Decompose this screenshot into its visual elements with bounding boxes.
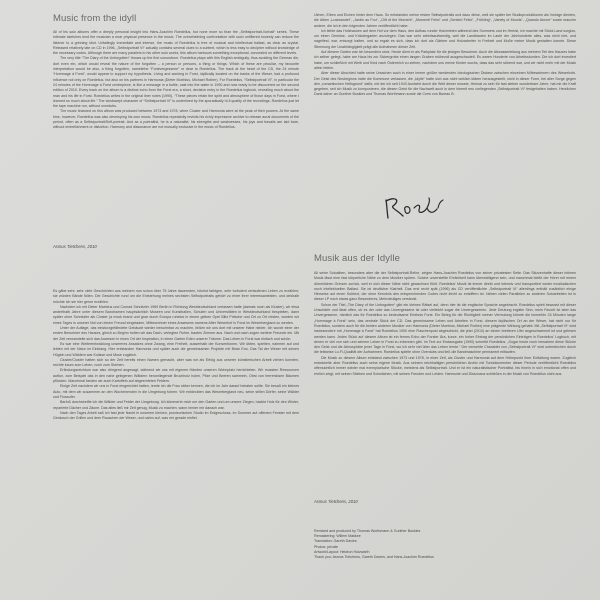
english-essay [53,30,299,246]
english-paragraph: The music featured on this album was produced between 1973 and 1978, when Cluster and Harmonia were at the peak of their powers. At the same time, however, Roedelius was also developing his own music. Roedelius repeatedly revisits his richly impressive archive to release aural documents of the period, often as a Selbstportrait/Self-portrait. And as a portraitist, he is a naturalist; his strengths and weaknesses, his joys and travails are laid bare, without embellishment or distortion. Harmony and dissonance are not mutually exclusive in the music of Roedelius. [53,109,299,130]
german-paragraph: Schon der Titel „The Diary of the Unforgotten“ gibt ein kleines Rätsel auf, denn hier ist die englische Sprache angebracht. Roedelius spielt bewusst mit dieser Unschärfe und lässt offen, ob es der oder das Unvergessene ist oder vielleicht sogar die Unvergessenen. Jede Deutung ergäbe Sinn, mein Favorit ist aber das Unvergessene, nämlich das für Roedelius so bedeutsame Erlebnis Forst. Ein Beleg für die Richtigkeit meiner Vermutung könnte die immerhin 24 Minuten lange „Hommage à Forst“ sein, das zentrale Stück der CD. Das gemeinsame Leben und Arbeiten in Forst, diesem idyllischen Ort an der Weser, hat nicht nur für Roedelius, sondern auch für die beiden anderen Musiker von Harmonia (Dieter Moebius, Michael Rother) eine prägende Wirkung gehabt. Mit „Selbstportrait VI“ wird insbesondere mit „Hommage à Forst“ hat Roedelius 1990 eine Flaschenpost abgeschickt, die jetzt (2010) an einem breiteren Ufer angeschwemmt ist und gelesen werden kann. Jedes Stück auf diesem Album ist ein fernes Echo der Forster Ära, kurze, ein hoher Eintrag der persönlichen Einträgen in Roedelius’ Logbuch, mit denen er viel von sich und seinem Leben in Forst zu erkennen gibt. Im Text zur Erstausgabe (1990) schreibt Roedelius: „Sogar heute noch bewahren diese Stücke den Geist und die Atmosphäre jener Tage in Forst, wo ich sehr viel über das Leben lernte.“ Der verwehte Charakter von „Selbstportrait VI“ wird unterstrichen durch die teilweise Lo-Fi-Qualität der Aufnahmen. Roedelius spielte ohne Overdubs und ließ die Bandmaschine permanent mitlaufen. [314,302,576,355]
memoir-paragraph: Es gäbe sehr, sehr viele Geschichten aus meinem nun schon über 75 Jahre dauernden, höchst farbigen, sehr turbulent verlaufenen Leben zu erzählen; sie würden Bände füllen. Die Geschichte rund um die Entstehung meines sechsten Selbstportraits gehört zu einer ihrer interessantesten, und deshalb möchte ich sie hier gerne erzählen. [53,289,299,304]
credit-line: Remixed and produced by Thomas Worthmann & Gunther Buskies [314,529,421,533]
german-memoir-continued [314,13,576,181]
memoir-paragraph: Nach den Tages Arbeit saß ich fast jede Nacht in unserem kleinen, provisorischen Studio im Erdgeschoss, im Sommer auf offenem Fenster mit dem Geräusch der Grillen und dem Rauschen der Weser, und nahm auf, was mir gerade einfiel. [53,410,299,421]
memoir-paragraph: Erfindungsreichtum war also dringend angesagt, während wir uns mit eigenen Händen unseren Wohnplatz herrichteten. Wir mussten Ressourcen auftun, zum Beispiel das in den nahe gelegenen Wäldern herumliegende Bruchholz holen, Pilze und Beeren sammeln, Obst von herrenlosen Bäumen pflücken. Manchmal fanden wir auch Kartoffeln auf abgeernteten Feldern. [53,368,299,384]
memoir-paragraph: Ich liebte das Holzhacken auf dem Hof vor dem Haus, den Aufbau runder Holzmieten während des Sommers und im Herbst, ich machte mit Stück Land sorglos, um einen Gemüse- und Kräutergarten anzulegen. Das war sehr arbeitsaufwendig, weil die Landbauten im Laufe der Jahrhunderte alles, was nicht niet- und nagelfest, war, entsorgt hatten, und so ergab es sich, dass ich dort als Gärtner und Holzarbeiter in Freiheit und Muße meine Musik gestalten konnte. Diese Stimmung der Unabhängigkeit prägt alle Aufnahmen dieser Zeit. [314,28,576,49]
german-memoir [53,289,299,591]
roedelius-signature [383,194,445,222]
credit-line: Translation: Gareth Davies [314,539,357,544]
german-paragraph: Die Musik zu diesem Album entstand zwischen 1973 und 1978, in einer Zeit, als Cluster und Harmonia auf dem Höhepunkt ihrer Entfaltung waren. Zugleich entwickelte aber Roedelius auch seine eigene Musik. Aus seinem reichhaltigen persönlichen Archiv mit Tondokumenten dieser Periode veröffentlicht Roedelius offensichtlich immer wieder mal exemplarische Stücke, meistens als Selbstportrait. Und er ist ein naturalistischer Portraitist, bis hinein in sich emotional offen und ehrlich zeigt, mit seinen Stärken und Schwächen, mit seinen Freuden und Leiden. Harmonie und Dissonanz schließen in der Musik von Roedelius nicht aus. [314,355,576,376]
german-essay [314,271,576,471]
english-paragraph: All of his solo albums offer a deeply personal insight into Hans-Joachim Roedelius, but none more so than the „Selbstportrait-Vorhalt“ series. These intimate sketches lend the musician a near physical presence in the music. The overwhelming confrontation with such unfiltered honesty can reduce the listener to a grinning idiot. Unfailingly immediate and intense, the music of Roedelius is free of musical and intellectual ballast, as clear as crystal. Released relatively late on CD in 1996, „Selbstportrait VI“ actually contains several clues to a subtext, which is less easy to decipher without knowledge of the necessary codes. Although there are many parallels to his other solo works, this album harbours something exceptional, concealed on different levels. [53,30,299,56]
credit-line: Thank you: Asmus Tietchens, Gareth Davies, and Hans-Joachim Roedelius [314,555,434,560]
memoir-paragraph: Cluster/Cluster hatten sich so der Zeit bereits einen Namen gemacht, aber was wir als Erfolg aus unserer künstlerischen Arbeit ziehen konnten, reichte kaum zum Leben, noch zum Sterben. [53,357,299,368]
memoir-paragraph: Barfuß durchstreifte ich die Wälder und Felder der Umgebung. Ich kümmerte mich um den Garten und um unsere Ziegen, hackte Holz für den Winter, reparierte Dächer und Zäune. Das alles ließ mir Zeit genug, Musik zu machen, wann immer mir danach war. [53,400,299,410]
credit-line: Photos: private [314,544,338,549]
memoir-paragraph: Aber dieser Abschied hatte seine Ursachen auch in einer immer größer werdenden ideologischen Distanz zwischen einzelnen Mitbewohnern des Weserhofs. Der Geist des Neubeginns hatte die Kommune verlassen, die „Idylle“ hatte sich aus nicht wirklich klären herausgestellt, nicht in dieser Form, bei aller Sorge gegen den „romantischen Heilsgrund“ dafür, mit der ich seit 1943 Ausfahrt durch die Welt dieser musste, Heimat zu sein für fast sieben wunderbare Jahre, hat mir die Kraft gegeben, seit ich Musik zu komponieren, die diesen Geist für die Nachwelt auch in dem hiermit neu vorliegenden „Selbstportrait VI“ festgehalten haben. Herzlichen Dank daher an Gunther Buskies und Thomas Worthmann sowie die Crew von Bureau B. [314,71,576,97]
english-paragraph: The very title “The Diary of the Unforgotten” throws up the first conundrum. Roedelius plays with this English ambiguity, thus avoiding the German die, dort even ein, which would reveal the nature of the forgotten – a person or persons, a thing or things. Which of these are peculiar, my favourite interpretation would be also, a thing forgotten, namelethe “Forstvergessene” or dear to Roedelius. The track at the heart of the CD, the 24 minute “Hommage à Forst”, would appear to support my hypothesis. Living and working in Forst, idyllically located on the banks of the Weser, had a profound influence not only on Roedelius, but also on his partners in Harmonia (Dieter Moebius, Michael Rother). For Roedelius, “Selbstportrait VI”, in particular the 24 minutes of the Hommage à Forst centrepiece, is like a message in a bottle, cast into the water in 1990 and now ready to be discovered on the second edition of 2010. Every track on the album is a distinct echo from the Forst era, a short, decisive entry in the Roedelius logbook, revealing much about the man and his life in Forst. Roedelius writes in the original liner notes (1990), “These pieces retain the spirit and atmosphere of those days in Forst, where I learned so much about life.” The windswept character of “Selbstportrait VI” is underlined by the sporadically hi-fi quality of the recordings. Roedelius just let the tape machine run, without overdubs. [53,56,299,109]
memoir-paragraph: Einige Zeit nachdem wir uns in Forst eingerichtet hatten, lernte ich die Frau näher kennen, die ich im Jahr darauf heiraten sollte. Sie besaß ein kleines Auto, mit dem wir zusammen an den Wochenenden in die Umgebung fuhren. Wir entdeckten das Weserbergland neu, seine stillen Dörfer, seine Wälder und Flussufer. [53,384,299,399]
memoir-paragraph: Ulmen, Eiben und Eichen hinter dem Haus. So entstanden meine ersten Selbstportraits und dazu diese, weil sie später bei Studioproduktionen als Vorlage dienten, die Alben „Lustwandel“, „Jardin au Fou“, „Gift of the Moment“, „Momenti Felici“ und „Sentieri Felici“, „Frühling“, „Variety of Moods“, „Quando Amore“ sowie manche andere, die ich in den folgenden Jahren veröffentlicht habe. [314,13,576,28]
credit-line: Artwork/Layout: Heidrun Holzwarth [314,549,370,554]
english-heading: Music from the idyll [53,13,137,24]
german-author: Asmus Tietchens, 2010 [314,499,358,504]
memoir-paragraph: Es war eine Weiterentwicklung unsereres Ansatzes ohne Zwang, eine Freiheit, ausserhalb der Konventionen. Wir übten, spielten, nahmen auf und lebten mit der Natur im Einklang. Hier entstanden Harmonia und später auch die gemeinsamen Projekte mit Brian Eno. Das Tal der Weser mit seinen Hügeln und Wäldern war Kulisse und Muse zugleich. [53,341,299,357]
memoir-paragraph: Auf diesem Garten war ich besonders stolz. Heute dient er als Parkplatz für die jetzigen Bewohner. Auch die Abwasserleitung aus meinem Teil des Hauses habe ich selber gelegt, habe am Haus bis zur Sickergrube einen langen Graben mühevoll ausgeschaufelt. Es waren Hunderte von Arbeitsstunden. Die ich dort investiert habe, um schließlich mit Weib und Kind nach Österreich zu ziehen, nachdem uns meine Kinder wuchs, dass das sehr störend war, und wir nicht mehr mit der Musik allein lebten. [314,50,576,70]
credit-line: Remastering: Willem Makkee [314,534,361,539]
album-credits [314,529,576,560]
english-author: Asmus Tietchens, 2010 [53,244,97,249]
german-paragraph: All seine Soloalben, besonders aber die der Selbstportrait-Reihe, zeigen Hans-Joachim Roedelius von seiner privatesten Seite. Das Skizzenhafte dieser intimen Musik lässt eine fast körperliche Nähe zu dem Musiker spüren. Solche unverstellte Ehrlichkeit kann überwältigend sein, und manchmal bleibt der Hörer mit einem dümmlichen Grinsen zurück, weil er sich dieser Nähe nicht gewachsen fühlt. Roedelius’ Musik ist immer direkt und intensiv und transportiert weder musikalischen noch intellektuellen Ballast. Sie ist deutlicher Klarheit. Das erst recht spät (1996) als CD veröffentlichte „Selbstportrait VI“ allerdings enthält zusätzlich einige Hinweise auf einen Subtext, der ohne Kenntnis des entsprechenden Codes nicht leicht zu entziffern ist. Neben vielen Parallelen zu anderen Soloarbeiten ist in dieser LP noch etwas ganz Besonderes, Mehrdeutiges versteckt. [314,271,576,302]
memoir-paragraph: Nachdem ich mit Dieter Moebius und Conrad Schnitzler 1969 Berlin in Richtung Westdeutschland verlassen hatte (damals noch als Kluster), wir etwa anderthalb Jahre unter diesem Bandnamen hauptsächlich Museen und Kunsthallen, Schulen und Universitäten in Westdeutschland bespielten, dann später ohne Schnitzler als Cluster (a mock brand und gnar durch Europa ruhelos in einem gelben Opel Blitz Pritsche und Ort zu Ort reisten, wurden wir eines Tages in unserer Not von einem Freund eingeladen, Mitbewohner eines Anwesens namens After Weserhof in Forst im Weserbergland zu werden. [53,304,299,325]
german-heading: Musik aus der Idylle [314,253,400,264]
memoir-paragraph: Unter der Auflage, das einsturzgefährdete Gebäude wieder bewohnbar zu machen, ließen wir uns dort mit unserer Habe nieder. Ich wurde einer der ersten Bewohner des Hauses, gleich zu Beginn holten wir das Dach, verlegten Rohre, bauten Zimmer aus. Nach und nach zogen weitere Freunde ein. Mit der Zeit verwandelte sich das Anwesen in einen Ort der Inspiration, in einen Garten Eden unserer Träume. Das Leben in Forst war einfach und schön. [53,326,299,341]
